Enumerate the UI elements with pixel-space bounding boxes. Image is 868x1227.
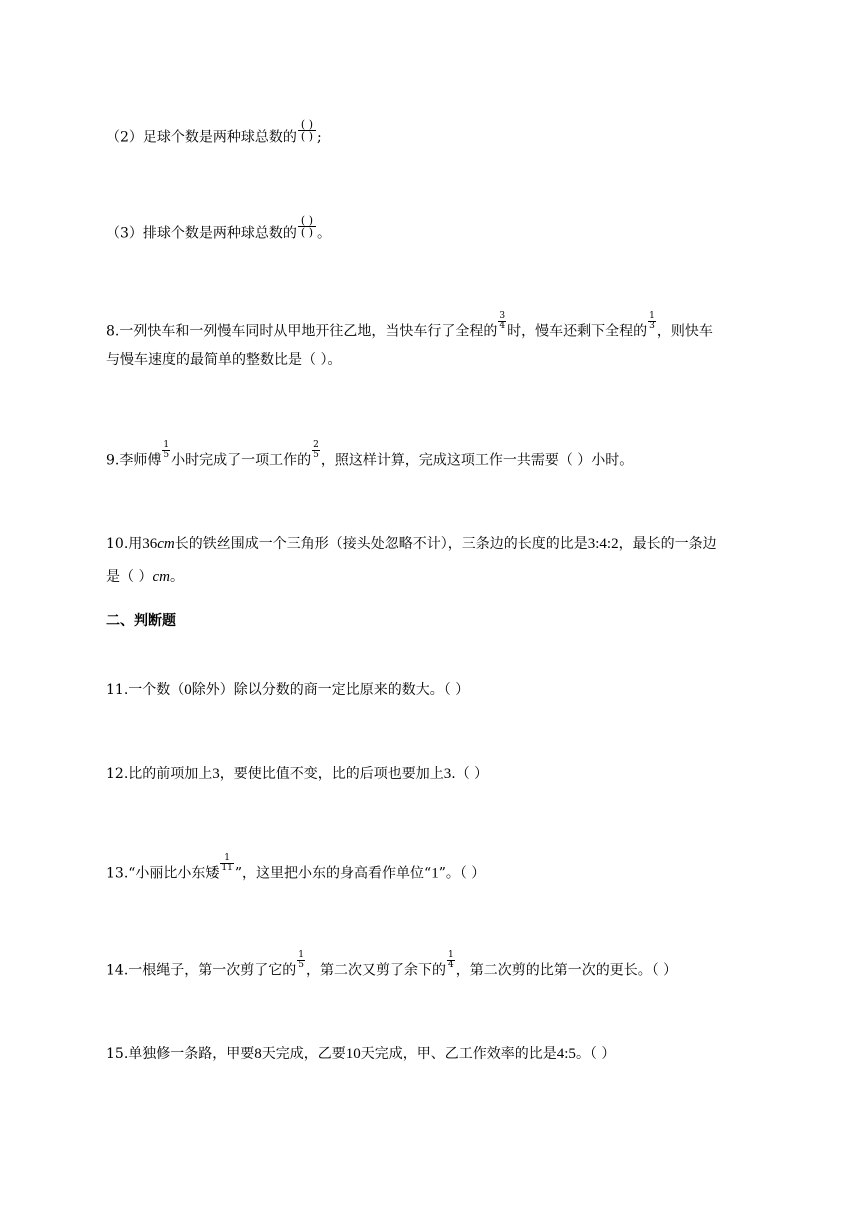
section-heading-judgment: 二、判断题 [106, 613, 176, 629]
fraction: $\frac{1}{3}$ [649, 311, 655, 331]
question-9: 9.李师傅 $\frac{1}{5}$ 小时完成了一项工作的 $\frac{2}{5}$ ，照这样计算，完成这项工作一共需要（ ）小时。 [106, 440, 634, 469]
question-text: （3）排球个数是两种球总数的 [106, 225, 297, 242]
fraction: $\frac{1}{11}$ [221, 853, 233, 873]
question-text: （2）足球个数是两种球总数的 [106, 129, 297, 146]
fraction: $\frac{1}{5}$ [298, 950, 304, 970]
question-12: 12.比的前项加上3，要使比值不变，比的后项也要加上3.（ ） [106, 766, 489, 782]
question-7-part-3: （3）排球个数是两种球总数的 $\frac{( )}{( )}$ 。 [106, 214, 332, 242]
question-8-line-1: 8.一列快车和一列慢车同时从甲地开往乙地，当快车行了全程的 $\frac{3}{4}$ 时，慢车还剩下全程的 $\frac{1}{3}$ ，则快车 [106, 311, 713, 340]
question-11: 11.一个数（0除外）除以分数的商一定比原来的数大。（ ） [106, 682, 470, 698]
question-7-part-2: （2）足球个数是两种球总数的 $\frac{( )}{( )}$ ; [106, 118, 322, 146]
fraction: $\frac{1}{5}$ [163, 440, 170, 460]
question-10-line-2: 是（ ）cm。 [106, 569, 184, 585]
fraction: $\frac{1}{4}$ [448, 950, 454, 970]
fraction: $\frac{3}{4}$ [499, 311, 506, 331]
question-10-line-1: 10.用36cm长的铁丝围成一个三角形（接头处忽略不计），三条边的长度的比是3:4:2，最长的一条边 [106, 536, 717, 552]
blank-fraction: $\frac{( )}{( )}$ [298, 119, 316, 142]
question-14: 14.一根绳子，第一次剪了它的 $\frac{1}{5}$ ，第二次又剪了余下的 $\frac{1}{4}$ ，第二次剪的比第一次的更长。（ ） [106, 950, 678, 979]
question-15: 15.单独修一条路，甲要8天完成，乙要10天完成，甲、乙工作效率的比是4:5。（ ） [106, 1046, 616, 1062]
fraction: $\frac{2}{5}$ [313, 440, 319, 460]
question-8-line-2: 与慢车速度的最简单的整数比是（ ）。 [106, 352, 342, 368]
question-13: 13.“小丽比小东矮 $\frac{1}{11}$ ”，这里把小东的身高看作单位“1”。（ ） [106, 853, 486, 882]
blank-fraction: $\frac{( )}{( )}$ [298, 215, 316, 238]
